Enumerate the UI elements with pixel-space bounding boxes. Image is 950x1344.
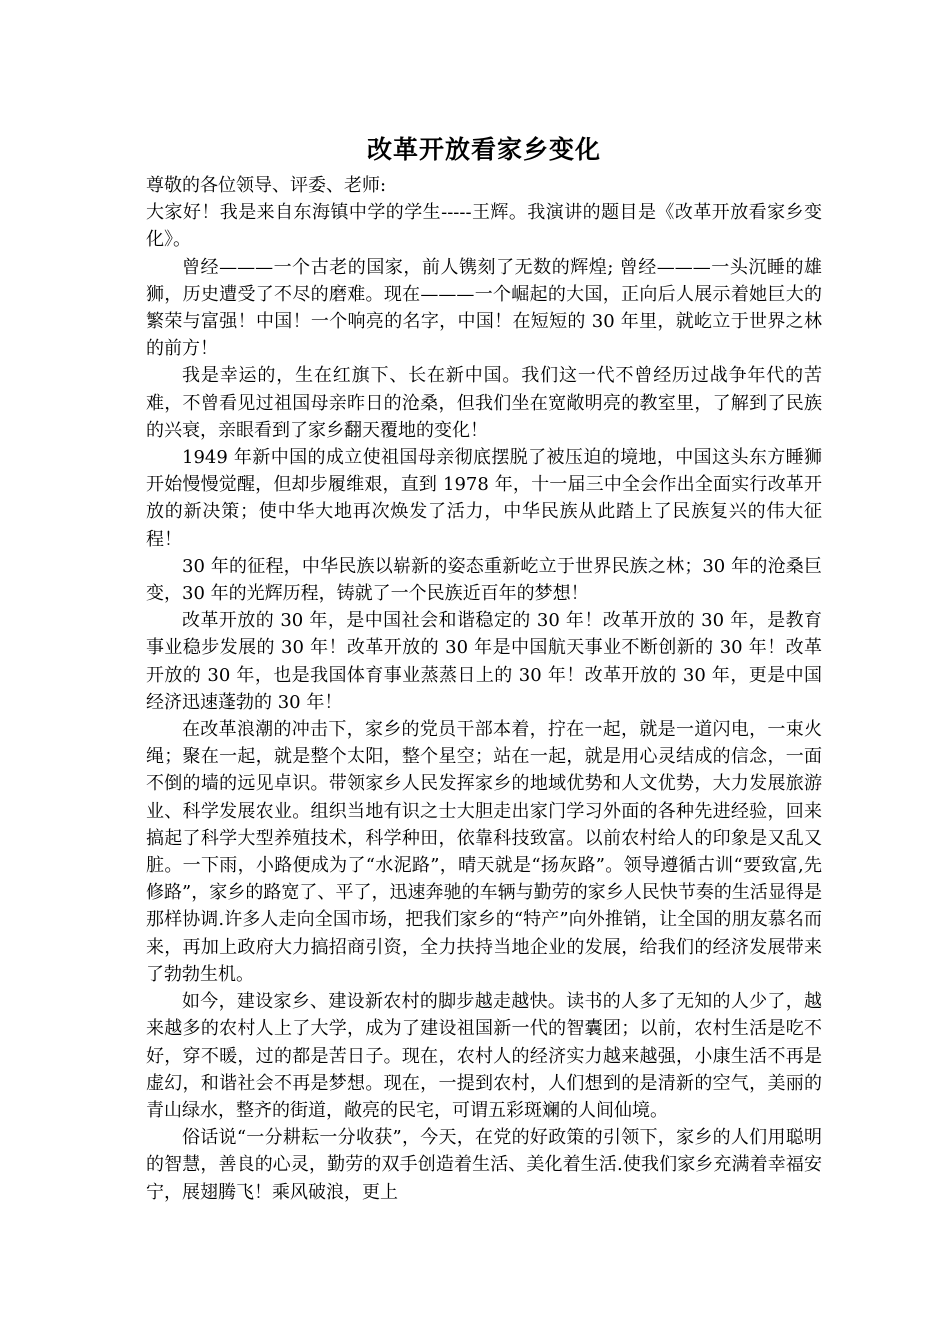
salutation: 尊敬的各位领导、评委、老师: (146, 175, 387, 196)
document-page (146, 128, 822, 1206)
body-paragraph-5: 改革开放的 30 年，是中国社会和谐稳定的 30 年！改革开放的 30 年，是教育事业稳步发展的 30 年！改革开放的 30 年是中国航天事业不断创新的 30 年！改革开放的 30 年，也是我国体育事业蒸蒸日上的 30 年！改革开放的 30 年，更是中国经济迅速蓬勃的 30 年！ (146, 610, 822, 713)
intro-paragraph: 大家好！我是来自东海镇中学的学生-----王辉。我演讲的题目是《改革开放看家乡变化》。 (146, 202, 822, 251)
body-paragraph-8: 俗话说“一分耕耘一分收获”，今天，在党的好政策的引领下，家乡的人们用聪明的智慧，善良的心灵，勤劳的双手创造着生活、美化着生活.使我们家乡充满着幸福安宁，展翅腾飞！乘风破浪，更上 (146, 1127, 822, 1203)
body-paragraph-3: 1949 年新中国的成立使祖国母亲彻底摆脱了被压迫的境地，中国这头东方睡狮开始慢慢觉醒，但却步履维艰，直到 1978 年，十一届三中全会作出全面实行改革开放的新决策；使中华大地再次焕发了活力，中华民族从此踏上了民族复兴的伟大征程！ (146, 447, 822, 550)
body-paragraph-7: 如今，建设家乡、建设新农村的脚步越走越快。读书的人多了无知的人少了，越来越多的农村人上了大学，成为了建设祖国新一代的智囊团；以前，农村生活是吃不好，穿不暖，过的都是苦日子。现在，农村人的经济实力越来越强，小康生活不再是虚幻，和谐社会不再是梦想。现在，一提到农村，人们想到的是清新的空气，美丽的青山绿水，整齐的街道，敞亮的民宅，可谓五彩斑斓的人间仙境。 (146, 991, 822, 1121)
body-paragraph-6: 在改革浪潮的冲击下，家乡的党员干部本着，拧在一起，就是一道闪电，一束火绳；聚在一起，就是整个太阳，整个星空；站在一起，就是用心灵结成的信念，一面不倒的墙的远见卓识。带领家乡人民发挥家乡的地域优势和人文优势，大力发展旅游业、科学发展农业。组织当地有识之士大胆走出家门学习外面的各种先进经验，回来搞起了科学大型养殖技术，科学种田，依靠科技致富。以前农村给人的印象是又乱又脏。一下雨，小路便成为了“水泥路”，晴天就是“扬灰路”。领导遵循古训“要致富,先修路”，家乡的路宽了、平了，迅速奔驰的车辆与勤劳的家乡人民快节奏的生活显得是那样协调.许多人走向全国市场，把我们家乡的“特产”向外推销，让全国的朋友慕名而来，再加上政府大力搞招商引资，全力扶持当地企业的发展，给我们的经济发展带来了勃勃生机。 (146, 719, 822, 985)
body-paragraph-4: 30 年的征程，中华民族以崭新的姿态重新屹立于世界民族之林；30 年的沧桑巨变，30 年的光辉历程，铸就了一个民族近百年的梦想！ (146, 555, 822, 605)
body-paragraph-1: 曾经———一个古老的国家，前人镌刻了无数的辉煌; 曾经———一头沉睡的雄狮，历史遭受了不尽的磨难。现在———一个崛起的大国，正向后人展示着她巨大的繁荣与富强！中国！一个响亮的名字，中国！在短短的 30 年里，就屹立于世界之林的前方！ (146, 256, 822, 360)
body-paragraph-2: 我是幸运的，生在红旗下、长在新中国。我们这一代不曾经历过战争年代的苦难，不曾看见过祖国母亲昨日的沧桑，但我们坐在宽敞明亮的教室里，了解到了民族的兴衰，亲眼看到了家乡翻天覆地的变化！ (146, 365, 822, 441)
document-title: 改革开放看家乡变化 (366, 135, 601, 164)
